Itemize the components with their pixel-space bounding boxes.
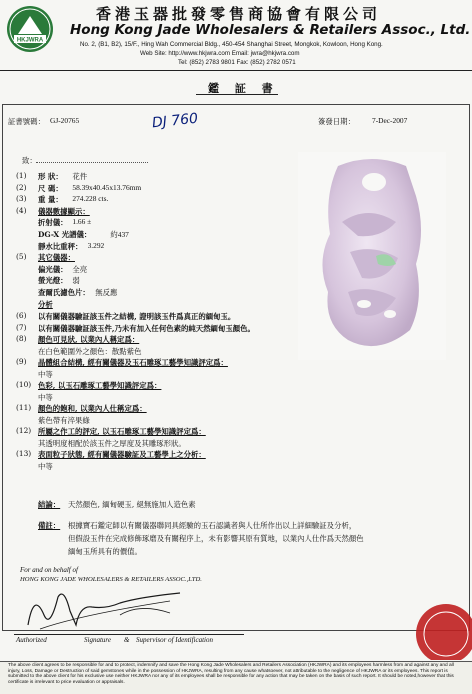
signature-label: Signature	[84, 636, 111, 644]
analysis-text: 以有關儀器驗証該玉件,乃未有加入任何色素的純天然緬甸玉顏色。	[38, 323, 255, 333]
remark-line-1: 根據寶石鑑定師以有關儀器聯同具經驗的玉石認識者與人仕所作出以上詳細驗証及分析，	[68, 521, 357, 530]
title-underline	[196, 94, 278, 95]
supervisor-label: Supervisor of Identification	[136, 636, 213, 644]
item-label: 尺 碼：	[38, 183, 63, 193]
analysis-number: (9)	[16, 357, 27, 366]
association-name-en: Hong Kong Jade Wholesalers & Retailers Assoc., Ltd.	[70, 22, 471, 38]
item-value: 全亮	[72, 264, 88, 274]
remark-label: 備註：	[38, 521, 61, 530]
item-value: 1.66 ±	[72, 217, 92, 227]
analysis-number: (10)	[16, 380, 32, 389]
recipient-label: 致：	[22, 156, 37, 165]
analysis-number: (12)	[16, 426, 32, 435]
item-label: 重 量：	[38, 195, 63, 205]
item-value: 無反應	[95, 288, 118, 297]
item-number: (4)	[16, 205, 27, 215]
item-label: 靜水比重秤：	[38, 241, 83, 251]
item-value: 3.292	[87, 240, 105, 250]
association-tel: Tel: (852) 2783 9801 Fax: (852) 2782 0571	[178, 59, 296, 66]
association-logo	[4, 4, 56, 54]
cert-no-value: GJ-20765	[50, 116, 80, 125]
analysis-result: 其透明度相配於該玉件之厚度及其雕琢形狀。	[38, 438, 186, 448]
analysis-text: 晶體組合結構, 經有關儀器及玉石雕琢工藝學知識評定爲：	[38, 358, 228, 367]
certificate-title: 鑑 証 書	[208, 82, 279, 95]
analysis-number: (13)	[16, 449, 32, 458]
item-label: 其它儀器：	[38, 253, 75, 263]
conclusion-label: 結論：	[38, 500, 61, 509]
analysis-result: 在白色範圍外之顏色：散點紫色	[38, 346, 142, 356]
item-label: 形 狀：	[38, 172, 63, 181]
recipient-line	[36, 162, 148, 163]
analysis-text: 表面粒子狀態, 經有關儀器驗証及工藝學上之分析：	[38, 450, 206, 459]
item-label: 分析	[38, 299, 53, 309]
analysis-number: (6)	[16, 311, 27, 320]
item-label: 查爾氏濾色片：	[38, 288, 90, 297]
analysis-text: 以有關儀器驗証該玉件之結構, 證明該玉件爲真正的緬甸玉。	[38, 312, 236, 321]
jade-pendant-photo	[298, 152, 446, 360]
item-label: 儀器數據顯示：	[38, 206, 90, 216]
issue-date-label: 簽發日期：	[318, 117, 355, 126]
item-value: 約437	[110, 230, 129, 239]
red-seal-stamp	[400, 600, 472, 660]
item-label: 螢光燈：	[38, 276, 68, 286]
item-value: 花件	[72, 172, 88, 181]
analysis-number: (8)	[16, 334, 27, 343]
item-value: 弱	[72, 276, 80, 286]
item-number: (1)	[16, 171, 27, 180]
analysis-result: 中等	[38, 461, 53, 471]
signature-line	[14, 634, 244, 635]
item-label: DG-X 光譜儀：	[38, 230, 92, 239]
item-number: (2)	[16, 182, 27, 192]
analysis-result: 紫色帶有淬果綠	[38, 415, 90, 425]
item-value: 58.39x40.45x13.76mm	[72, 182, 142, 192]
analysis-text: 顏色可見狀, 以業內人稱定爲：	[38, 335, 140, 344]
header-divider	[0, 70, 472, 71]
association-web: Web Site: http://www.hkjwra.com Email: jwra@hkjwra.com	[140, 50, 300, 57]
association-address: No. 2, (B1, B2), 15/F., Hing Wah Commercial Bldg., 450-454 Shanghai Street, Mongkok, Kowloon, Hong Kong.	[80, 41, 383, 48]
issue-date-value: 7-Dec-2007	[372, 116, 408, 125]
analysis-result: 中等	[38, 369, 53, 379]
conclusion-value: 天然顏色, 緬甸硬玉, 絕無施加人造色素	[68, 500, 196, 509]
remark-line-3: 緬甸玉所具有的價值。	[68, 547, 142, 556]
analysis-number: (7)	[16, 322, 27, 332]
remark-line-2: 但假設玉件在完成修飾琢磨及有關程序上，未有影響其原有質地，以業內人仕作爲天然顏色	[68, 534, 364, 543]
analysis-text: 顏色的飽和, 以業內人仕稱定爲：	[38, 404, 147, 413]
association-name-cn: 香港玉器批發零售商協會有限公司	[96, 5, 382, 23]
item-label: 折射儀：	[38, 218, 68, 228]
analysis-number: (11)	[16, 403, 32, 412]
authorized-label: Authorized	[16, 636, 47, 644]
handwritten-ref: DJ 760	[151, 110, 199, 132]
cert-no-label: 証書號碼：	[8, 117, 45, 126]
analysis-text: 色彩, 以玉石雕琢工藝學知識評定爲：	[38, 381, 162, 390]
item-label: 偏光儀：	[38, 264, 68, 274]
item-number: (3)	[16, 194, 27, 204]
item-number: (5)	[16, 252, 27, 262]
item-value: 274.228 cts.	[72, 194, 109, 204]
footnote-text: The above client agrees to be responsible for and to protect, indemnify and save the Hong Kong Jade Wholesalers and Retailers Association (HKJWRA) and its employees harmless from and against any and all injury, Loss, Damage or Destruction of said gemstones while in the possession of HKJWRA, resulting from any cause whatsoever, not attributable to the negligence of HKJWRA or its employees. This report is submitted to the above client for his exclusive use neither HKJWRA nor any of its employees shall be responsible for any action that may be taken on the basis of such report. It should be noted,however that this certificate is irrelevant to price evaluation or appraisals.	[8, 663, 454, 685]
svg-text:HKJWRA: HKJWRA	[16, 37, 44, 44]
signature-scribble	[20, 585, 190, 633]
ampersand-label: &	[124, 636, 130, 644]
signoff-line-2: HONG KONG JADE WHOLESALERS & RETAILERS ASSOC.,LTD.	[20, 576, 202, 583]
analysis-result: 中等	[38, 392, 53, 402]
signoff-line-1: For and on behalf of	[20, 566, 78, 574]
analysis-text: 所屬之作工的評定, 以玉石雕琢工藝學知識評定爲：	[38, 427, 206, 436]
